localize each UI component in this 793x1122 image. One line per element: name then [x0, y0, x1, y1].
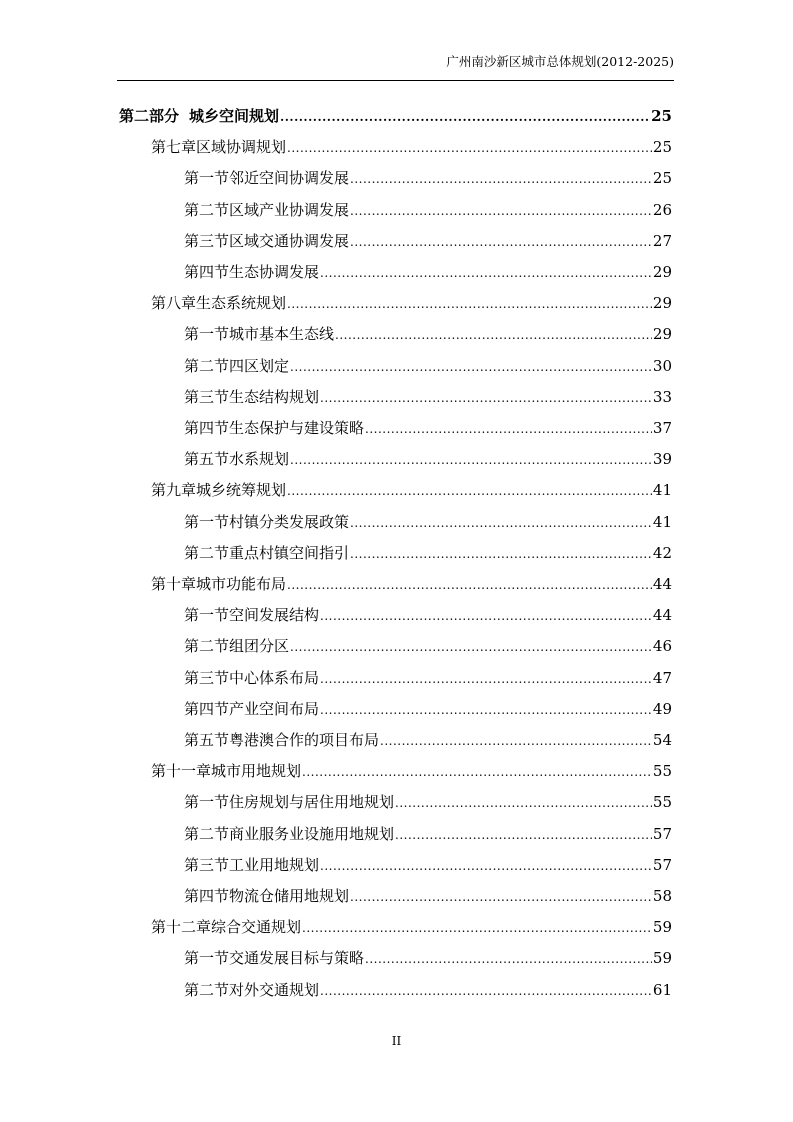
toc-dot-leader — [290, 449, 652, 469]
toc-entry-section[interactable] — [184, 595, 672, 625]
toc-dot-leader — [335, 324, 652, 344]
toc-entry-title: 重点村镇空间指引 — [229, 543, 350, 562]
toc-entry-number: 第十二章 — [151, 918, 212, 937]
toc-entry-chapter[interactable] — [151, 564, 672, 594]
toc-entry-number: 第一节 — [184, 325, 230, 344]
header-rule — [117, 80, 674, 81]
toc-entry-number: 第三节 — [184, 387, 230, 406]
toc-entry-title: 综合交通规划 — [211, 918, 302, 937]
toc-entry-page: 42 — [652, 543, 672, 562]
toc-entry-page: 57 — [652, 824, 672, 843]
toc-entry-number: 第十章 — [151, 575, 197, 593]
toc-entry-number: 第四节 — [184, 263, 230, 281]
toc-entry-number: 第四节 — [184, 699, 230, 718]
toc-entry-title: 区域产业协调发展 — [229, 200, 350, 219]
toc-entry-page: 29 — [652, 294, 672, 313]
toc-dot-leader — [302, 761, 652, 781]
toc-entry-chapter[interactable] — [151, 127, 672, 157]
toc-entry-page: 44 — [652, 575, 672, 593]
toc-dot-leader — [350, 512, 652, 532]
toc-entry-part[interactable] — [119, 96, 672, 126]
toc-entry-title: 组团分区 — [229, 637, 290, 656]
toc-dot-leader — [350, 168, 652, 188]
page-number: II — [391, 1034, 402, 1048]
toc-entry-title: 工业用地规划 — [229, 855, 320, 874]
toc-entry-page: 39 — [652, 450, 672, 469]
toc-dot-leader — [395, 792, 652, 812]
toc-entry-section[interactable] — [184, 221, 672, 251]
toc-entry-chapter[interactable] — [151, 907, 672, 937]
toc-entry-title: 生态系统规划 — [196, 294, 287, 313]
toc-entry-number: 第一节 — [184, 169, 230, 188]
toc-entry-section[interactable] — [184, 533, 672, 563]
toc-entry-page: 29 — [652, 263, 672, 281]
toc-dot-leader — [290, 636, 652, 656]
toc-entry-number: 第一节 — [184, 949, 230, 968]
toc-entry-number: 第十一章 — [151, 762, 212, 781]
toc-entry-page: 26 — [652, 200, 672, 219]
toc-entry-number: 第一节 — [184, 512, 230, 531]
toc-entry-page: 55 — [652, 762, 672, 781]
toc-entry-section[interactable] — [184, 845, 672, 875]
toc-dot-leader — [320, 262, 652, 282]
toc-entry-page: 30 — [652, 356, 672, 375]
toc-entry-title: 区域协调规划 — [196, 138, 287, 157]
toc-entry-section[interactable] — [184, 346, 672, 376]
toc-entry-number: 第四节 — [184, 887, 230, 905]
toc-entry-title: 空间发展结构 — [229, 606, 320, 625]
toc-entry-title: 村镇分类发展政策 — [229, 512, 350, 531]
toc-entry-section[interactable] — [184, 720, 672, 750]
toc-entry-section[interactable] — [184, 970, 672, 1000]
toc-entry-title: 城乡空间规划 — [189, 107, 280, 125]
toc-entry-section[interactable] — [184, 502, 672, 532]
toc-entry-page: 33 — [652, 387, 672, 406]
toc-entry-section[interactable] — [184, 814, 672, 844]
toc-entry-title: 产业空间布局 — [229, 699, 320, 718]
toc-entry-page: 44 — [652, 606, 672, 625]
toc-entry-page: 25 — [651, 107, 672, 125]
toc-entry-section[interactable] — [184, 658, 672, 688]
toc-entry-number: 第二节 — [184, 200, 230, 219]
toc-entry-title: 城市用地规划 — [211, 762, 302, 781]
toc-entry-title: 水系规划 — [229, 450, 290, 469]
toc-dot-leader — [287, 480, 652, 500]
toc-entry-page: 41 — [652, 481, 672, 500]
toc-entry-page: 57 — [652, 855, 672, 874]
toc-entry-section[interactable] — [184, 252, 672, 282]
toc-entry-section[interactable] — [184, 408, 672, 438]
toc-entry-page: 29 — [652, 325, 672, 344]
toc-entry-section[interactable] — [184, 439, 672, 469]
toc-entry-title: 商业服务业设施用地规划 — [229, 824, 395, 843]
toc-entry-page: 49 — [652, 699, 672, 718]
toc-entry-title: 住房规划与居住用地规划 — [229, 793, 395, 812]
toc-entry-chapter[interactable] — [151, 751, 672, 781]
toc-entry-section[interactable] — [184, 158, 672, 188]
toc-entry-section[interactable] — [184, 938, 672, 968]
toc-entry-number: 第九章 — [151, 481, 197, 500]
toc-entry-number: 第二节 — [184, 824, 230, 843]
toc-dot-leader — [350, 886, 652, 906]
toc-entry-number: 第三节 — [184, 231, 230, 250]
toc-dot-leader — [290, 356, 652, 376]
toc-entry-title: 区域交通协调发展 — [229, 231, 350, 250]
toc-entry-title: 生态保护与建设策略 — [229, 419, 365, 437]
toc-entry-page: 55 — [652, 793, 672, 812]
toc-dot-leader — [350, 231, 652, 251]
toc-entry-title: 邻近空间协调发展 — [229, 169, 350, 188]
running-header: 广州南沙新区城市总体规划(2012-2025) — [446, 54, 674, 69]
toc-dot-leader — [350, 543, 652, 563]
toc-entry-page: 25 — [652, 138, 672, 157]
toc-entry-page: 46 — [652, 637, 672, 656]
toc-dot-leader — [380, 730, 652, 750]
toc-entry-page: 58 — [652, 887, 672, 905]
toc-entry-section[interactable] — [184, 689, 672, 719]
toc-entry-page: 27 — [652, 231, 672, 250]
toc-entry-page: 59 — [652, 918, 672, 937]
toc-entry-number: 第二节 — [184, 637, 230, 656]
toc-dot-leader — [320, 668, 652, 688]
toc-entry-number: 第一节 — [184, 793, 230, 812]
toc-entry-title: 物流仓储用地规划 — [229, 887, 350, 905]
toc-dot-leader — [302, 917, 652, 937]
toc-entry-title: 粤港澳合作的项目布局 — [229, 731, 380, 749]
toc-entry-section[interactable] — [184, 876, 672, 906]
toc-entry-title: 对外交通规划 — [229, 980, 320, 999]
toc-entry-page: 47 — [652, 668, 672, 687]
toc-entry-section[interactable] — [184, 190, 672, 220]
toc-dot-leader — [395, 824, 652, 844]
toc-dot-leader — [320, 387, 652, 407]
toc-entry-chapter[interactable] — [151, 470, 672, 500]
toc-dot-leader — [350, 200, 652, 220]
toc-dot-leader — [320, 699, 652, 719]
toc-entry-number: 第四节 — [184, 419, 230, 437]
toc-dot-leader — [320, 855, 652, 875]
toc-entry-title: 生态结构规划 — [229, 387, 320, 406]
toc-entry-page: 37 — [652, 419, 672, 437]
toc-entry-section[interactable] — [184, 626, 672, 656]
toc-dot-leader — [365, 948, 652, 968]
toc-entry-section[interactable] — [184, 314, 672, 344]
toc-entry-number: 第五节 — [184, 450, 230, 469]
toc-entry-page: 25 — [652, 169, 672, 188]
toc-dot-leader — [365, 418, 652, 438]
toc-entry-title: 四区划定 — [229, 356, 290, 375]
toc-entry-number: 第二节 — [184, 543, 230, 562]
toc-entry-title: 城市基本生态线 — [229, 325, 335, 344]
toc-entry-number: 第五节 — [184, 731, 230, 749]
toc-entry-page: 59 — [652, 949, 672, 968]
toc-entry-title: 中心体系布局 — [229, 668, 320, 687]
toc-entry-page: 41 — [652, 512, 672, 531]
toc-entry-title: 交通发展目标与策略 — [229, 949, 365, 968]
toc-entry-title: 生态协调发展 — [229, 263, 320, 281]
toc-entry-section[interactable] — [184, 377, 672, 407]
toc-entry-page: 54 — [652, 731, 672, 749]
toc-dot-leader — [320, 980, 652, 1000]
toc-entry-number: 第二节 — [184, 356, 230, 375]
toc-entry-number: 第八章 — [151, 294, 197, 313]
toc-entry-number: 第二节 — [184, 980, 230, 999]
toc-dot-leader — [287, 574, 652, 594]
toc-entry-number: 第二部分 — [119, 107, 180, 125]
toc-entry-title: 城乡统筹规划 — [196, 481, 287, 500]
toc-entry-page: 61 — [652, 980, 672, 999]
toc-entry-title: 城市功能布局 — [196, 575, 287, 593]
toc-dot-leader — [287, 293, 652, 313]
toc-entry-number: 第一节 — [184, 606, 230, 625]
toc-entry-number: 第三节 — [184, 855, 230, 874]
toc-dot-leader — [280, 106, 650, 126]
toc-dot-leader — [320, 605, 652, 625]
toc-entry-chapter[interactable] — [151, 283, 672, 313]
toc-dot-leader — [287, 137, 652, 157]
toc-entry-number: 第七章 — [151, 138, 197, 157]
toc-entry-section[interactable] — [184, 782, 672, 812]
toc-entry-number: 第三节 — [184, 668, 230, 687]
